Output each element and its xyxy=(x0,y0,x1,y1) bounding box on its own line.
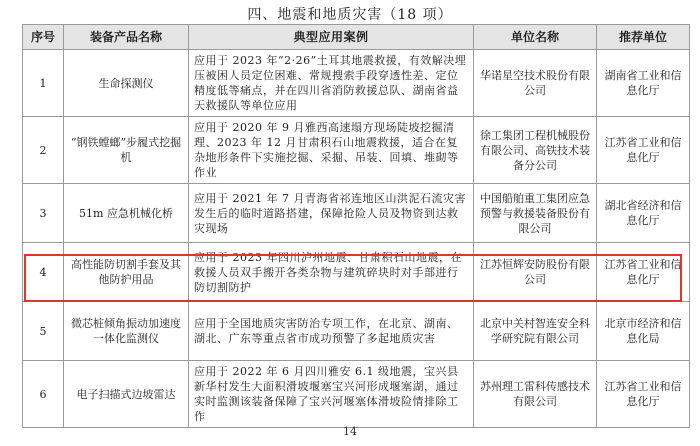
table-header-row xyxy=(23,25,690,50)
header-recommender: 推荐单位 xyxy=(597,25,690,50)
row-product: “钢铁螳螂”步履式挖掘机 xyxy=(64,117,189,184)
row-case: 应用于 2020 年 9 月雅西高速塌方现场陡坡挖掘清理、2023 年 12 月甘肃积石山地震救援，适合在复杂地形条件下实施挖掘、采掘、吊装、回填、堆砌等作业 xyxy=(189,117,474,184)
row-product: 高性能防切割手套及其他防护用品 xyxy=(64,243,189,302)
row-recommender: 北京市经济和信息化局 xyxy=(597,302,690,361)
row-recommender: 湖南省工业和信息化厅 xyxy=(597,50,690,117)
header-case: 典型应用案例 xyxy=(189,25,474,50)
row-unit: 江苏恒辉安防股份有限公司 xyxy=(474,243,597,302)
row-case: 应用于 2023 年四川泸州地震、甘肃积石山地震，在救援人员双手搬开各类杂物与建筑碎块时对手部进行防切割防护 xyxy=(189,243,474,302)
page-number: 14 xyxy=(343,425,357,438)
row-no: 5 xyxy=(23,302,64,361)
row-no: 1 xyxy=(23,50,64,117)
row-unit: 苏州理工雷科传感技术有限公司 xyxy=(474,361,597,428)
table-row xyxy=(23,117,690,184)
row-recommender: 江苏省工业和信息化厅 xyxy=(597,243,690,302)
row-unit: 中国船舶重工集团应急预警与救援装备股份有限公司 xyxy=(474,184,597,243)
row-product: 生命探测仪 xyxy=(64,50,189,117)
row-no: 6 xyxy=(23,361,64,428)
table-row-highlighted xyxy=(23,243,690,302)
row-case: 应用于 2021 年 7 月青海省祁连地区山洪泥石流灾害发生后的临时道路搭建，保障抢险人员及物资到达救灾现场 xyxy=(189,184,474,243)
header-no: 序号 xyxy=(23,25,64,50)
row-no: 3 xyxy=(23,184,64,243)
table-row xyxy=(23,361,690,428)
row-recommender: 江苏省工业和信息化厅 xyxy=(597,117,690,184)
row-unit: 徐工集团工程机械股份有限公司、高铁技术装备分公司 xyxy=(474,117,597,184)
row-unit: 华诺星空技术股份有限公司 xyxy=(474,50,597,117)
row-no: 2 xyxy=(23,117,64,184)
row-recommender: 湖北省经济和信息化厅 xyxy=(597,184,690,243)
header-product: 装备产品名称 xyxy=(64,25,189,50)
table-row xyxy=(23,302,690,361)
table-row xyxy=(23,50,690,117)
row-no: 4 xyxy=(23,243,64,302)
row-product: 51m 应急机械化桥 xyxy=(64,184,189,243)
row-case: 应用于全国地质灾害防治专项工作，在北京、湖南、湖北、广东等重点省市成功预警了多起地质灾害 xyxy=(189,302,474,361)
table-row xyxy=(23,184,690,243)
header-unit: 单位名称 xyxy=(474,25,597,50)
equipment-table xyxy=(22,24,690,428)
row-product: 微芯桩倾角振动加速度一体化监测仪 xyxy=(64,302,189,361)
row-case: 应用于 2023 年“2·26”土耳其地震救援，有效解决埋压被困人员定位困难、常规搜索手段穿透性差、定位精度低等痛点，并在四川省消防救援总队、湖南省益天救援队等单位应用 xyxy=(189,50,474,117)
row-unit: 北京中关村智连安全科学研究院有限公司 xyxy=(474,302,597,361)
row-product: 电子扫描式边坡雷达 xyxy=(64,361,189,428)
row-case: 应用于 2022 年 6 月四川雅安 6.1 级地震，宝兴县新华村发生大面积滑坡堰塞宝兴河形成堰塞湖，通过实时监测该装备保障了宝兴河堰塞体滑坡险情排除工作 xyxy=(189,361,474,428)
page-title: 四、地震和地质灾害（18 项） xyxy=(247,7,453,23)
row-recommender: 江苏省工业和信息化厅 xyxy=(597,361,690,428)
